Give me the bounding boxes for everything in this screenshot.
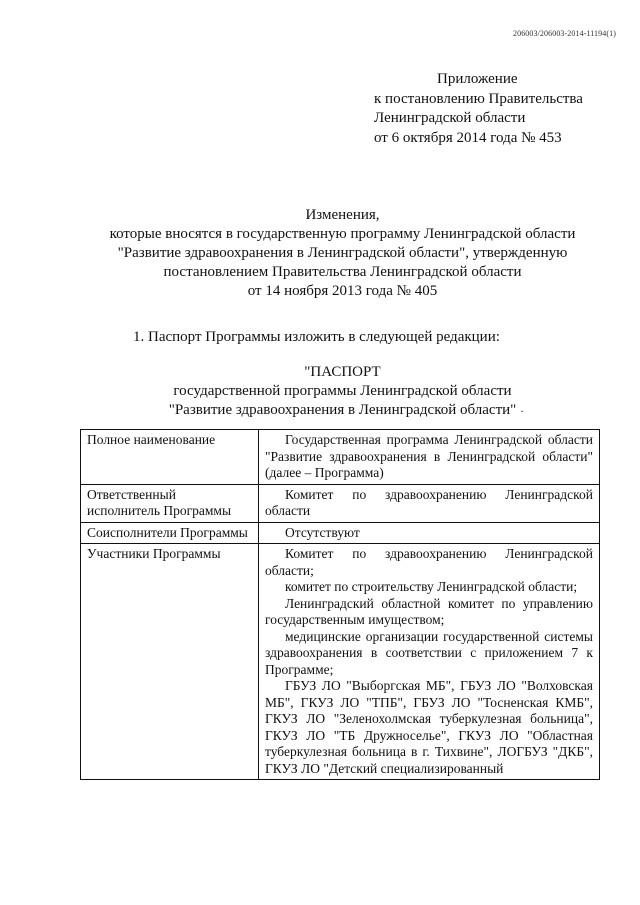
passport-table [80,429,600,780]
row-label: Участники Программы [81,544,259,780]
changes-line: Изменения, [305,207,380,223]
passport-line: "ПАСПОРТ [304,364,381,380]
row-label: Соисполнители Программы [81,522,259,544]
changes-line: от 14 ноября 2013 года № 405 [247,283,438,299]
table-row [81,430,600,485]
row-value [259,484,600,522]
table-row [81,544,600,780]
value-paragraph: Ленинградский областной комитет по управлению государственным имуществом; [265,595,593,627]
changes-line: "Развитие здравоохранения в Ленинградской области", утвержденную [117,245,568,261]
row-value [259,544,600,780]
appendix-line: от 6 октября 2014 года № 453 [374,129,562,146]
row-label: Полное наименование [81,430,259,485]
value-paragraph: медицинские организации государственной системы здравоохранения в соответствии с приложением 7 к Программе; [265,628,593,677]
value-paragraph: ГБУЗ ЛО "Выборгская МБ", ГБУЗ ЛО "Волховская МБ", ГКУЗ ЛО "ТПБ", ГБУЗ ЛО "Тосненская КМБ", ГКУЗ ЛО "Зеленохолмская туберкулезная больница", ГКУЗ ЛО "ТБ Дружноселье", ГКУЗ ЛО "Областная туберкулезная больница в г. Тихвине", ЛОГБУЗ "ДКБ", ГКУЗ ЛО "Детский специализированный [265,678,593,776]
changes-line: которые вносятся в государственную программу Ленинградской области [109,226,576,242]
value-paragraph: Государственная программа Ленинградской области "Развитие здравоохранения в Ленинградской области" (далее – Программа) [265,432,593,480]
appendix-line: Приложение [437,71,518,87]
row-value [259,522,600,544]
passport-line: государственной программы Ленинградской области [173,383,512,399]
stray-mark: · [520,404,524,418]
passport-title [60,363,625,420]
document-code: 206003/206003-2014-11194(1) [513,29,616,38]
point-1-text: 1. Паспорт Программы изложить в следующей редакции: [133,329,500,345]
value-paragraph: Отсутствуют [285,524,360,540]
appendix-block [374,70,583,148]
appendix-line: к постановлению Правительства [374,90,583,107]
changes-title [60,206,625,301]
table-row [81,522,600,544]
value-paragraph: Комитет по здравоохранению Ленинградской области; [265,546,593,578]
value-paragraph: комитет по строительству Ленинградской области; [285,579,578,594]
row-value [259,430,600,485]
value-paragraph: Комитет по здравоохранению Ленинградской области [265,486,593,518]
appendix-line: Ленинградской области [374,110,526,126]
passport-line: "Развитие здравоохранения в Ленинградской области" [168,402,517,418]
changes-line: постановлением Правительства Ленинградской области [163,264,522,280]
row-label: Ответственный исполнитель Программы [81,484,259,522]
table-row [81,484,600,522]
